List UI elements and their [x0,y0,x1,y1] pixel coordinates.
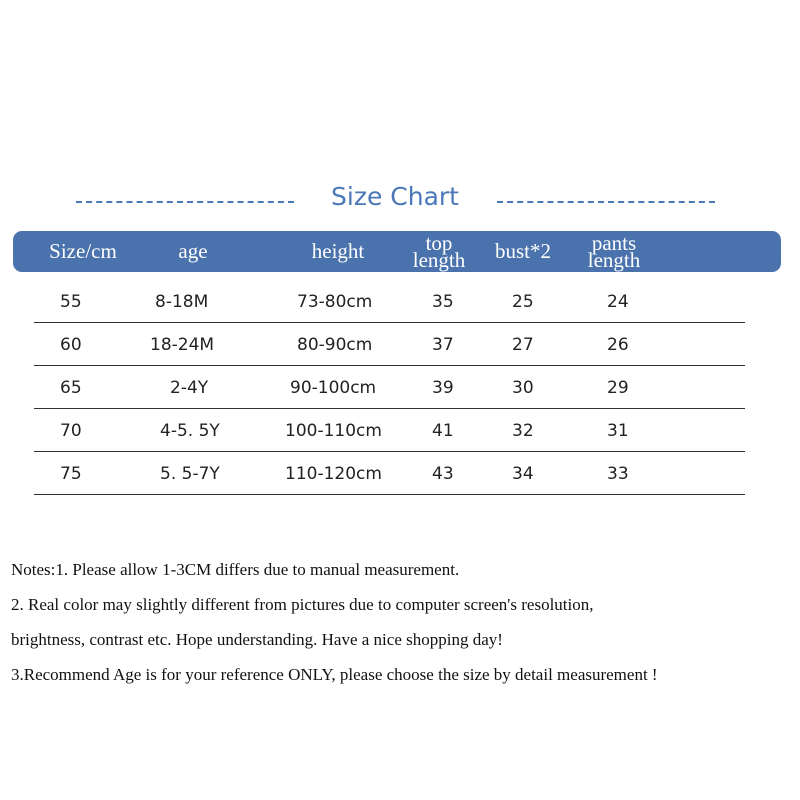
cell-top-length: 43 [432,463,454,484]
cell-top-length: 39 [432,377,454,398]
cell-top-length: 37 [432,334,454,355]
cell-pants-length: 33 [607,463,629,484]
cell-height: 90-100cm [290,377,377,398]
notes-section [11,556,796,696]
table-row [0,409,800,452]
cell-height: 80-90cm [297,334,373,355]
header-top-length-line2: length [412,247,466,272]
cell-size: 70 [60,420,82,441]
cell-age: 5. 5-7Y [160,463,220,484]
cell-bust: 30 [512,377,534,398]
table-header [13,231,781,272]
cell-pants-length: 31 [607,420,629,441]
header-bust: bust*2 [494,239,551,263]
table-row [0,366,800,409]
table-row [0,323,800,366]
header-height: height [311,239,365,263]
header-size: Size/cm [49,239,117,263]
header-pants-length [571,231,657,272]
cell-bust: 27 [512,334,534,355]
cell-age: 18-24M [150,334,215,355]
cell-height: 73-80cm [297,291,373,312]
cell-size: 60 [60,334,82,355]
cell-top-length: 35 [432,291,454,312]
cell-top-length: 41 [432,420,454,441]
cell-pants-length: 29 [607,377,629,398]
cell-pants-length: 26 [607,334,629,355]
header-pants-length-line1: pants [591,230,637,255]
title-dash-left [76,201,294,203]
cell-size: 55 [60,291,82,312]
table-row [0,280,800,323]
cell-bust: 25 [512,291,534,312]
cell-pants-length: 24 [607,291,629,312]
cell-height: 100-110cm [285,420,382,441]
title-row [0,180,800,220]
note-line: brightness, contrast etc. Hope understanding. Have a nice shopping day! [11,630,503,649]
row-divider [34,494,745,495]
cell-size: 75 [60,463,82,484]
cell-size: 65 [60,377,82,398]
cell-age: 8-18M [155,291,209,312]
header-pants-length-line2: length [587,247,641,272]
table-row [0,452,800,495]
cell-bust: 34 [512,463,534,484]
cell-bust: 32 [512,420,534,441]
header-age: age [178,239,208,263]
cell-age: 4-5. 5Y [160,420,220,441]
header-top-length [398,231,480,272]
title-dash-right [497,201,715,203]
note-line: 2. Real color may slightly different from pictures due to computer screen's resolution, [11,595,594,614]
note-line: Notes:1. Please allow 1-3CM differs due to manual measurement. [11,560,460,579]
cell-height: 110-120cm [285,463,382,484]
note-line: 3.Recommend Age is for your reference ONLY, please choose the size by detail measurement ! [11,665,658,684]
header-top-length-line1: top [425,230,453,255]
cell-age: 2-4Y [170,377,209,398]
page-title: Size Chart [331,182,459,211]
